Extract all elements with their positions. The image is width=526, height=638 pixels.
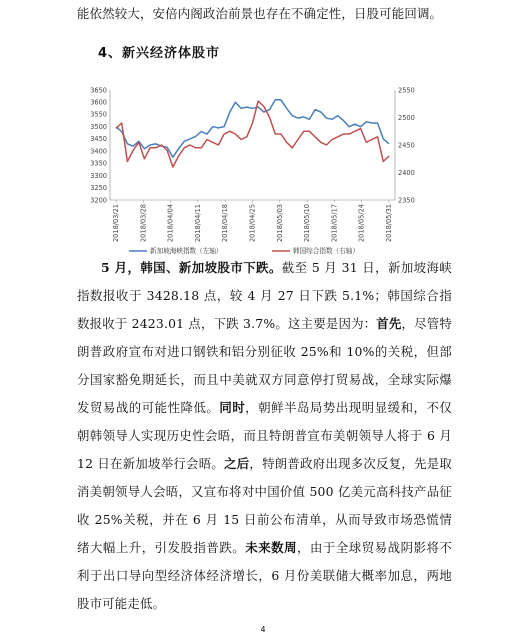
body-text: ，朝鲜半岛局势出现明显缓和，不仅朝韩领导人实现历史性会晤，而且特朗普宣布美朝领导人将于 6 月 12 日在新加坡举行会晤。 [77, 400, 452, 471]
series-line-2 [116, 101, 389, 167]
body-text: 截至 5 月 31 日，新加坡海峡指数报收于 3428.18 点，较 4 月 27 日下跌 5.1%；韩国综合指数报收于 2423.01 点，下跌 3.7%。这主要是因为： [77, 260, 452, 331]
body-text: ，特朗普政府出现多次反复，先是取消美朝领导人会晤，又宣布将对中国价值 500 亿美元高科技产品征收 25%关税，并在 6 月 15 日前公布清单，从而导致市场恐慌情绪大幅上升，引发股指普跌。 [77, 456, 453, 555]
x-tick-label: 2018/03/28 [139, 204, 148, 243]
body-text: ，尽管特朗普政府宣布对进口钢铁和铝分别征收 25%和 10%的关税，但部分国家豁免期延长，而且中美就双方同意停打贸易战，全球实际爆发贸易战的可能性降低。 [77, 316, 452, 415]
emphasis-text: 同时 [219, 400, 246, 415]
left-tick-label: 3550 [90, 110, 107, 119]
x-tick-label: 2018/03/21 [112, 204, 120, 243]
right-tick-label: 2450 [398, 141, 415, 150]
right-tick-label: 2350 [398, 196, 415, 205]
legend-label: 韩国综合指数（右轴） [293, 247, 359, 255]
x-tick-label: 2018/05/24 [357, 204, 366, 243]
legend-label: 新加坡海峡指数（左轴） [150, 247, 223, 255]
series-line-1 [116, 100, 389, 157]
x-tick-label: 2018/05/03 [275, 204, 284, 243]
x-tick-label: 2018/04/04 [166, 204, 175, 243]
left-tick-label: 3650 [90, 86, 107, 95]
x-tick-label: 2018/05/10 [303, 204, 312, 243]
right-tick-label: 2550 [398, 86, 415, 95]
left-tick-label: 3400 [90, 147, 107, 156]
stock-index-chart [77, 82, 432, 260]
left-tick-label: 3200 [90, 196, 107, 205]
x-tick-label: 2018/05/31 [385, 204, 393, 243]
x-tick-label: 2018/04/25 [248, 204, 257, 243]
left-tick-label: 3350 [90, 159, 107, 168]
right-tick-label: 2500 [398, 113, 415, 122]
emphasis-text: 首先 [376, 316, 402, 331]
emphasis-text: 未来数周 [245, 540, 298, 555]
left-tick-label: 3450 [90, 135, 107, 144]
left-tick-label: 3600 [90, 98, 107, 107]
x-tick-label: 2018/04/11 [193, 204, 202, 243]
page-number: 4 [260, 625, 266, 634]
section-heading: 4、新兴经济体股市 [98, 46, 221, 61]
emphasis-text: 之后 [224, 456, 250, 471]
body-paragraph [77, 254, 452, 618]
left-tick-label: 3300 [90, 171, 107, 180]
x-tick-label: 2018/05/17 [330, 204, 339, 243]
right-tick-label: 2400 [398, 168, 415, 177]
left-tick-label: 3250 [90, 184, 107, 193]
emphasis-text: 5 月，韩国、新加坡股市下跌。 [101, 260, 282, 275]
body-text: ，由于全球贸易战阴影将不利于出口导向型经济体经济增长，6 月份美联储大概率加息，两地股市可能走低。 [77, 540, 452, 611]
left-tick-label: 3500 [90, 122, 107, 131]
x-tick-label: 2018/04/18 [221, 204, 230, 243]
intro-line: 能依然较大，安倍内阁政治前景也存在不确定性，日股可能回调。 [77, 6, 443, 21]
